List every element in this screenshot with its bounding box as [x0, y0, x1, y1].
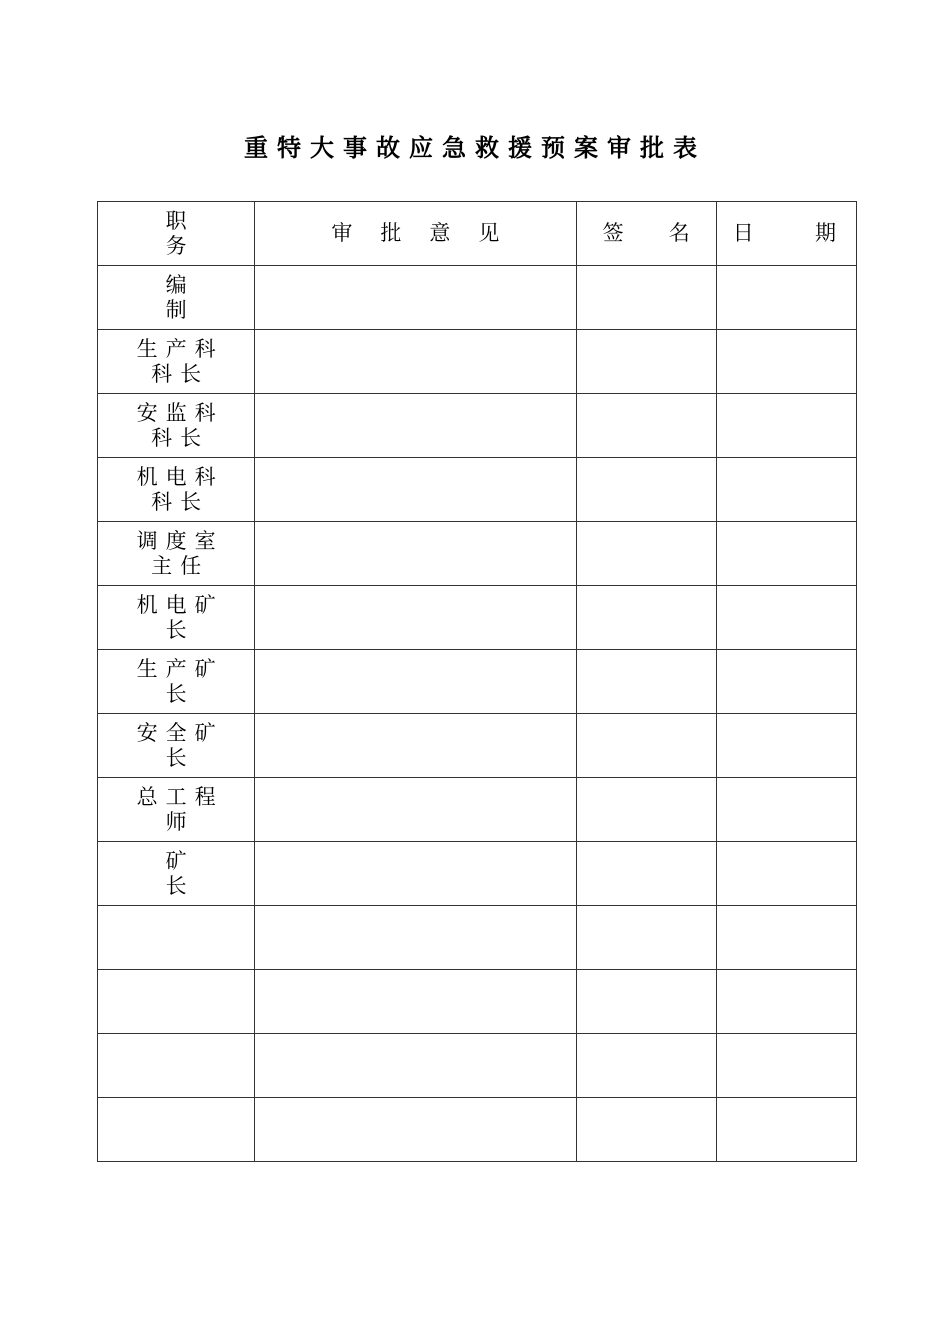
role-line: 长 — [165, 617, 195, 642]
role-cell — [98, 970, 255, 1034]
role-line: 长 — [165, 873, 195, 898]
table-row — [98, 650, 857, 714]
date-cell[interactable] — [716, 714, 856, 778]
opinion-cell[interactable] — [255, 650, 576, 714]
role-cell — [98, 266, 255, 330]
date-cell[interactable] — [716, 1034, 856, 1098]
signature-cell[interactable] — [576, 1034, 716, 1098]
opinion-cell[interactable] — [255, 458, 576, 522]
role-cell — [98, 458, 255, 522]
opinion-cell[interactable] — [255, 394, 576, 458]
opinion-cell[interactable] — [255, 970, 576, 1034]
role-line: 总工程 — [136, 784, 224, 809]
table-row — [98, 330, 857, 394]
role-cell — [98, 650, 255, 714]
header-sign-cell — [576, 202, 716, 266]
date-cell[interactable] — [716, 1098, 856, 1162]
signature-cell[interactable] — [576, 586, 716, 650]
table-row — [98, 394, 857, 458]
signature-cell[interactable] — [576, 778, 716, 842]
signature-cell[interactable] — [576, 650, 716, 714]
role-cell — [98, 586, 255, 650]
table-row — [98, 266, 857, 330]
header-sign-char-1: 签 — [602, 221, 624, 245]
signature-cell[interactable] — [576, 458, 716, 522]
role-line: 师 — [165, 809, 195, 834]
table-header-row — [98, 202, 857, 266]
role-line: 编 — [165, 272, 195, 297]
signature-cell[interactable] — [576, 522, 716, 586]
header-opinion-cell — [255, 202, 576, 266]
date-cell[interactable] — [716, 906, 856, 970]
header-role-line-1: 职 — [165, 208, 195, 233]
role-line: 长 — [165, 745, 195, 770]
table-row — [98, 1098, 857, 1162]
opinion-cell[interactable] — [255, 778, 576, 842]
signature-cell[interactable] — [576, 842, 716, 906]
role-line: 安全矿 — [136, 720, 224, 745]
role-line: 调度室 — [136, 528, 224, 553]
header-date-cell — [716, 202, 856, 266]
signature-cell[interactable] — [576, 970, 716, 1034]
date-cell[interactable] — [716, 970, 856, 1034]
opinion-cell[interactable] — [255, 1034, 576, 1098]
table-row — [98, 714, 857, 778]
role-cell — [98, 522, 255, 586]
signature-cell[interactable] — [576, 714, 716, 778]
signature-cell[interactable] — [576, 266, 716, 330]
table-row — [98, 906, 857, 970]
signature-cell[interactable] — [576, 394, 716, 458]
date-cell[interactable] — [716, 842, 856, 906]
role-cell — [98, 778, 255, 842]
date-cell[interactable] — [716, 458, 856, 522]
opinion-cell[interactable] — [255, 522, 576, 586]
table-row — [98, 842, 857, 906]
table-row — [98, 458, 857, 522]
signature-cell[interactable] — [576, 906, 716, 970]
signature-cell[interactable] — [576, 330, 716, 394]
role-line: 矿 — [165, 848, 195, 873]
date-cell[interactable] — [716, 778, 856, 842]
table-row — [98, 522, 857, 586]
opinion-cell[interactable] — [255, 586, 576, 650]
header-date-char-2: 期 — [815, 221, 836, 245]
role-line: 机电科 — [136, 464, 224, 489]
opinion-cell[interactable] — [255, 266, 576, 330]
opinion-cell[interactable] — [255, 1098, 576, 1162]
opinion-cell[interactable] — [255, 906, 576, 970]
opinion-cell[interactable] — [255, 842, 576, 906]
role-cell — [98, 1034, 255, 1098]
date-cell[interactable] — [716, 586, 856, 650]
table-row — [98, 970, 857, 1034]
role-line: 生产科 — [136, 336, 224, 361]
header-date-char-1: 日 — [732, 221, 754, 245]
date-cell[interactable] — [716, 266, 856, 330]
role-cell — [98, 330, 255, 394]
date-cell[interactable] — [716, 650, 856, 714]
table-row — [98, 586, 857, 650]
header-role-cell — [98, 202, 255, 266]
opinion-cell[interactable] — [255, 330, 576, 394]
approval-table — [97, 201, 857, 1162]
role-line: 制 — [165, 297, 195, 322]
signature-cell[interactable] — [576, 1098, 716, 1162]
header-sign-char-2: 名 — [668, 221, 690, 245]
role-line: 安监科 — [136, 400, 224, 425]
opinion-cell[interactable] — [255, 714, 576, 778]
role-cell — [98, 394, 255, 458]
role-cell — [98, 842, 255, 906]
role-line: 生产矿 — [136, 656, 224, 681]
date-cell[interactable] — [716, 522, 856, 586]
role-cell — [98, 1098, 255, 1162]
role-line: 长 — [165, 681, 195, 706]
role-cell — [98, 906, 255, 970]
role-line: 科长 — [151, 489, 210, 514]
role-cell — [98, 714, 255, 778]
role-line: 科长 — [151, 425, 210, 450]
header-opinion-label: 审批意见 — [331, 221, 528, 245]
role-line: 科长 — [151, 361, 210, 386]
role-line: 机电矿 — [136, 592, 224, 617]
table-row — [98, 1034, 857, 1098]
role-line: 主任 — [151, 553, 210, 578]
date-cell[interactable] — [716, 394, 856, 458]
date-cell[interactable] — [716, 330, 856, 394]
form-title: 重特大事故应急救援预案审批表 — [244, 134, 706, 162]
header-role-line-2: 务 — [165, 233, 195, 258]
table-row — [98, 778, 857, 842]
